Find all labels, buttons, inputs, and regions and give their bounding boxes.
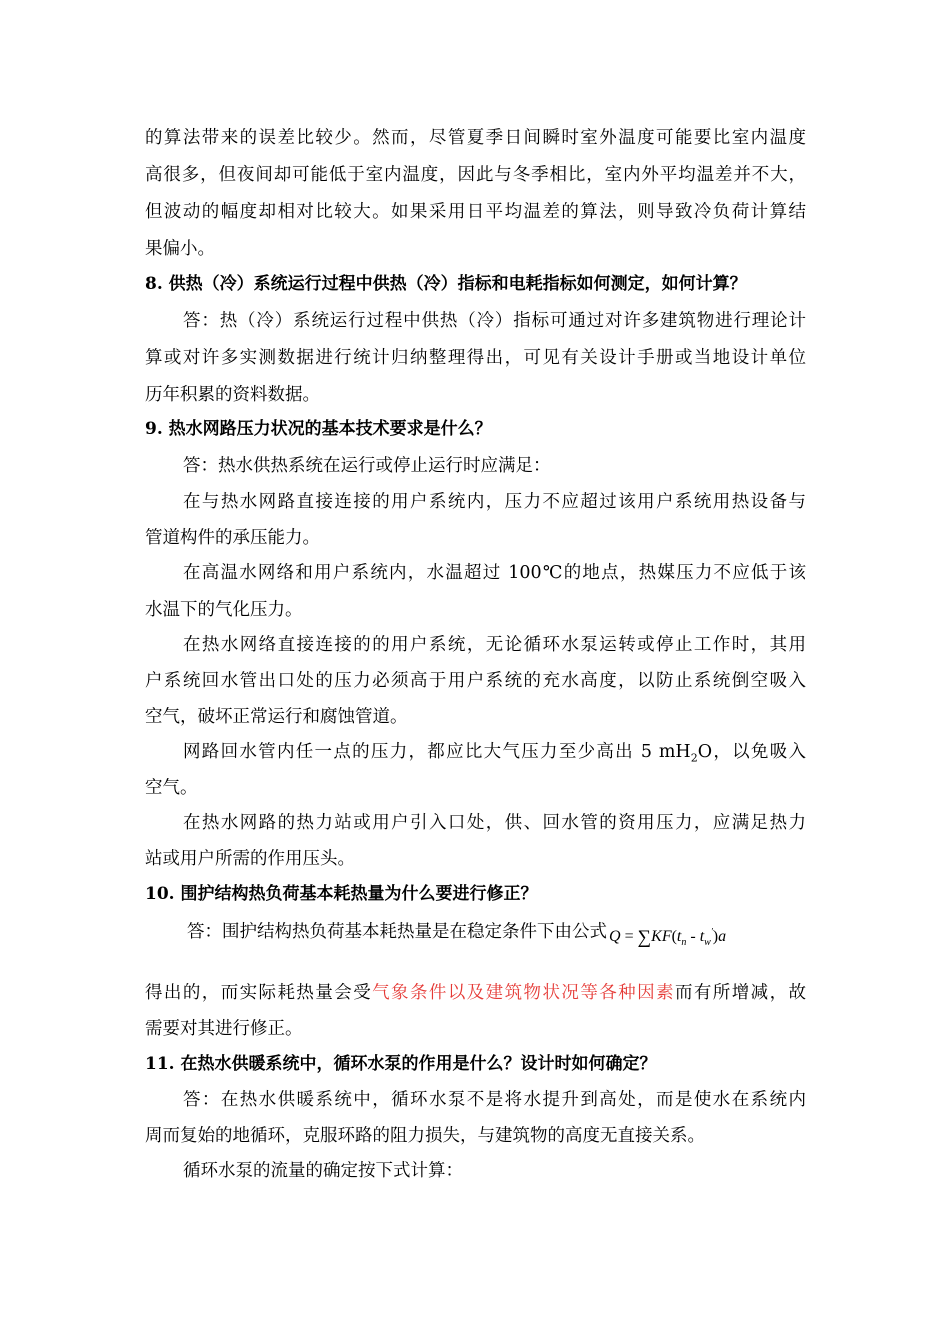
answer-line: 在热水网络直接连接的的用户系统，无论循环水泵运转或停止工作时，其用 [183, 635, 806, 655]
paragraph-line: 果偏小。 [145, 239, 215, 259]
answer-line: 在与热水网路直接连接的用户系统内，压力不应超过该用户系统用热设备与 [183, 492, 806, 512]
answer-line: 答：在热水供暖系统中，循环水泵不是将水提升到高处，而是使水在系统内 [183, 1090, 806, 1110]
answer-line [187, 920, 727, 949]
answer-text: O，以免吸入 [697, 742, 806, 762]
answer-text: 而有所增减，故 [674, 983, 807, 1003]
answer-line: 户系统回水管出口处的压力必须高于用户系统的充水高度，以防止系统倒空吸入 [145, 671, 806, 691]
heat-load-formula: $Q = \sum KF(t_n - t_w')a$ [609, 926, 727, 949]
paragraph-line: 的算法带来的误差比较少。然而，尽管夏季日间瞬时室外温度可能要比室内温度 [145, 128, 806, 148]
answer-line: 在高温水网络和用户系统内，水温超过 100℃的地点，热媒压力不应低于该 [183, 563, 806, 583]
question-9-heading: 9. 热水网路压力状况的基本技术要求是什么？ [145, 419, 492, 439]
answer-line: 需要对其进行修正。 [145, 1019, 303, 1039]
paragraph-line: 高很多，但夜间却可能低于室内温度，因此与冬季相比，室内外平均温差并不大， [145, 165, 806, 185]
answer-text: 答：围护结构热负荷基本耗热量是在稳定条件下由公式 [187, 922, 607, 942]
answer-line: 算或对许多实测数据进行统计归纳整理得出，可见有关设计手册或当地设计单位 [145, 348, 806, 368]
answer-line: 答：热（冷）系统运行过程中供热（冷）指标可通过对许多建筑物进行理论计 [183, 311, 806, 331]
answer-line: 答：热水供热系统在运行或停止运行时应满足： [183, 456, 551, 476]
highlighted-text: 气象条件以及建筑物状况等各种因素 [372, 983, 675, 1003]
answer-line: 循环水泵的流量的确定按下式计算： [183, 1161, 463, 1181]
sum-symbol: ∑ [637, 927, 652, 948]
subscript: 2 [690, 751, 698, 765]
paragraph-line: 但波动的幅度却相对比较大。如果采用日平均温差的算法，则导致冷负荷计算结 [145, 202, 806, 222]
answer-line [183, 740, 806, 764]
answer-text: 网路回水管内任一点的压力，都应比大气压力至少高出 5 mH [183, 742, 691, 762]
answer-line: 在热水网路的热力站或用户引入口处，供、回水管的资用压力，应满足热力 [183, 813, 806, 833]
answer-line: 站或用户所需的作用压头。 [145, 849, 355, 869]
answer-line: 水温下的气化压力。 [145, 600, 303, 620]
question-8-heading: 8. 供热（冷）系统运行过程中供热（冷）指标和电耗指标如何测定，如何计算？ [145, 274, 747, 294]
answer-line [145, 981, 806, 1005]
question-11-heading: 11. 在热水供暖系统中，循环水泵的作用是什么？设计时如何确定？ [145, 1054, 657, 1074]
answer-line: 管道构件的承压能力。 [145, 528, 320, 548]
answer-text: 得出的，而实际耗热量会受 [145, 983, 373, 1003]
answer-line: 空气，破坏正常运行和腐蚀管道。 [145, 707, 408, 727]
question-10-heading: 10. 围护结构热负荷基本耗热量为什么要进行修正？ [145, 884, 538, 904]
answer-line: 历年积累的资料数据。 [145, 385, 320, 405]
answer-line: 空气。 [145, 778, 198, 798]
answer-line: 周而复始的地循环，克服环路的阻力损失，与建筑物的高度无直接关系。 [145, 1126, 705, 1146]
